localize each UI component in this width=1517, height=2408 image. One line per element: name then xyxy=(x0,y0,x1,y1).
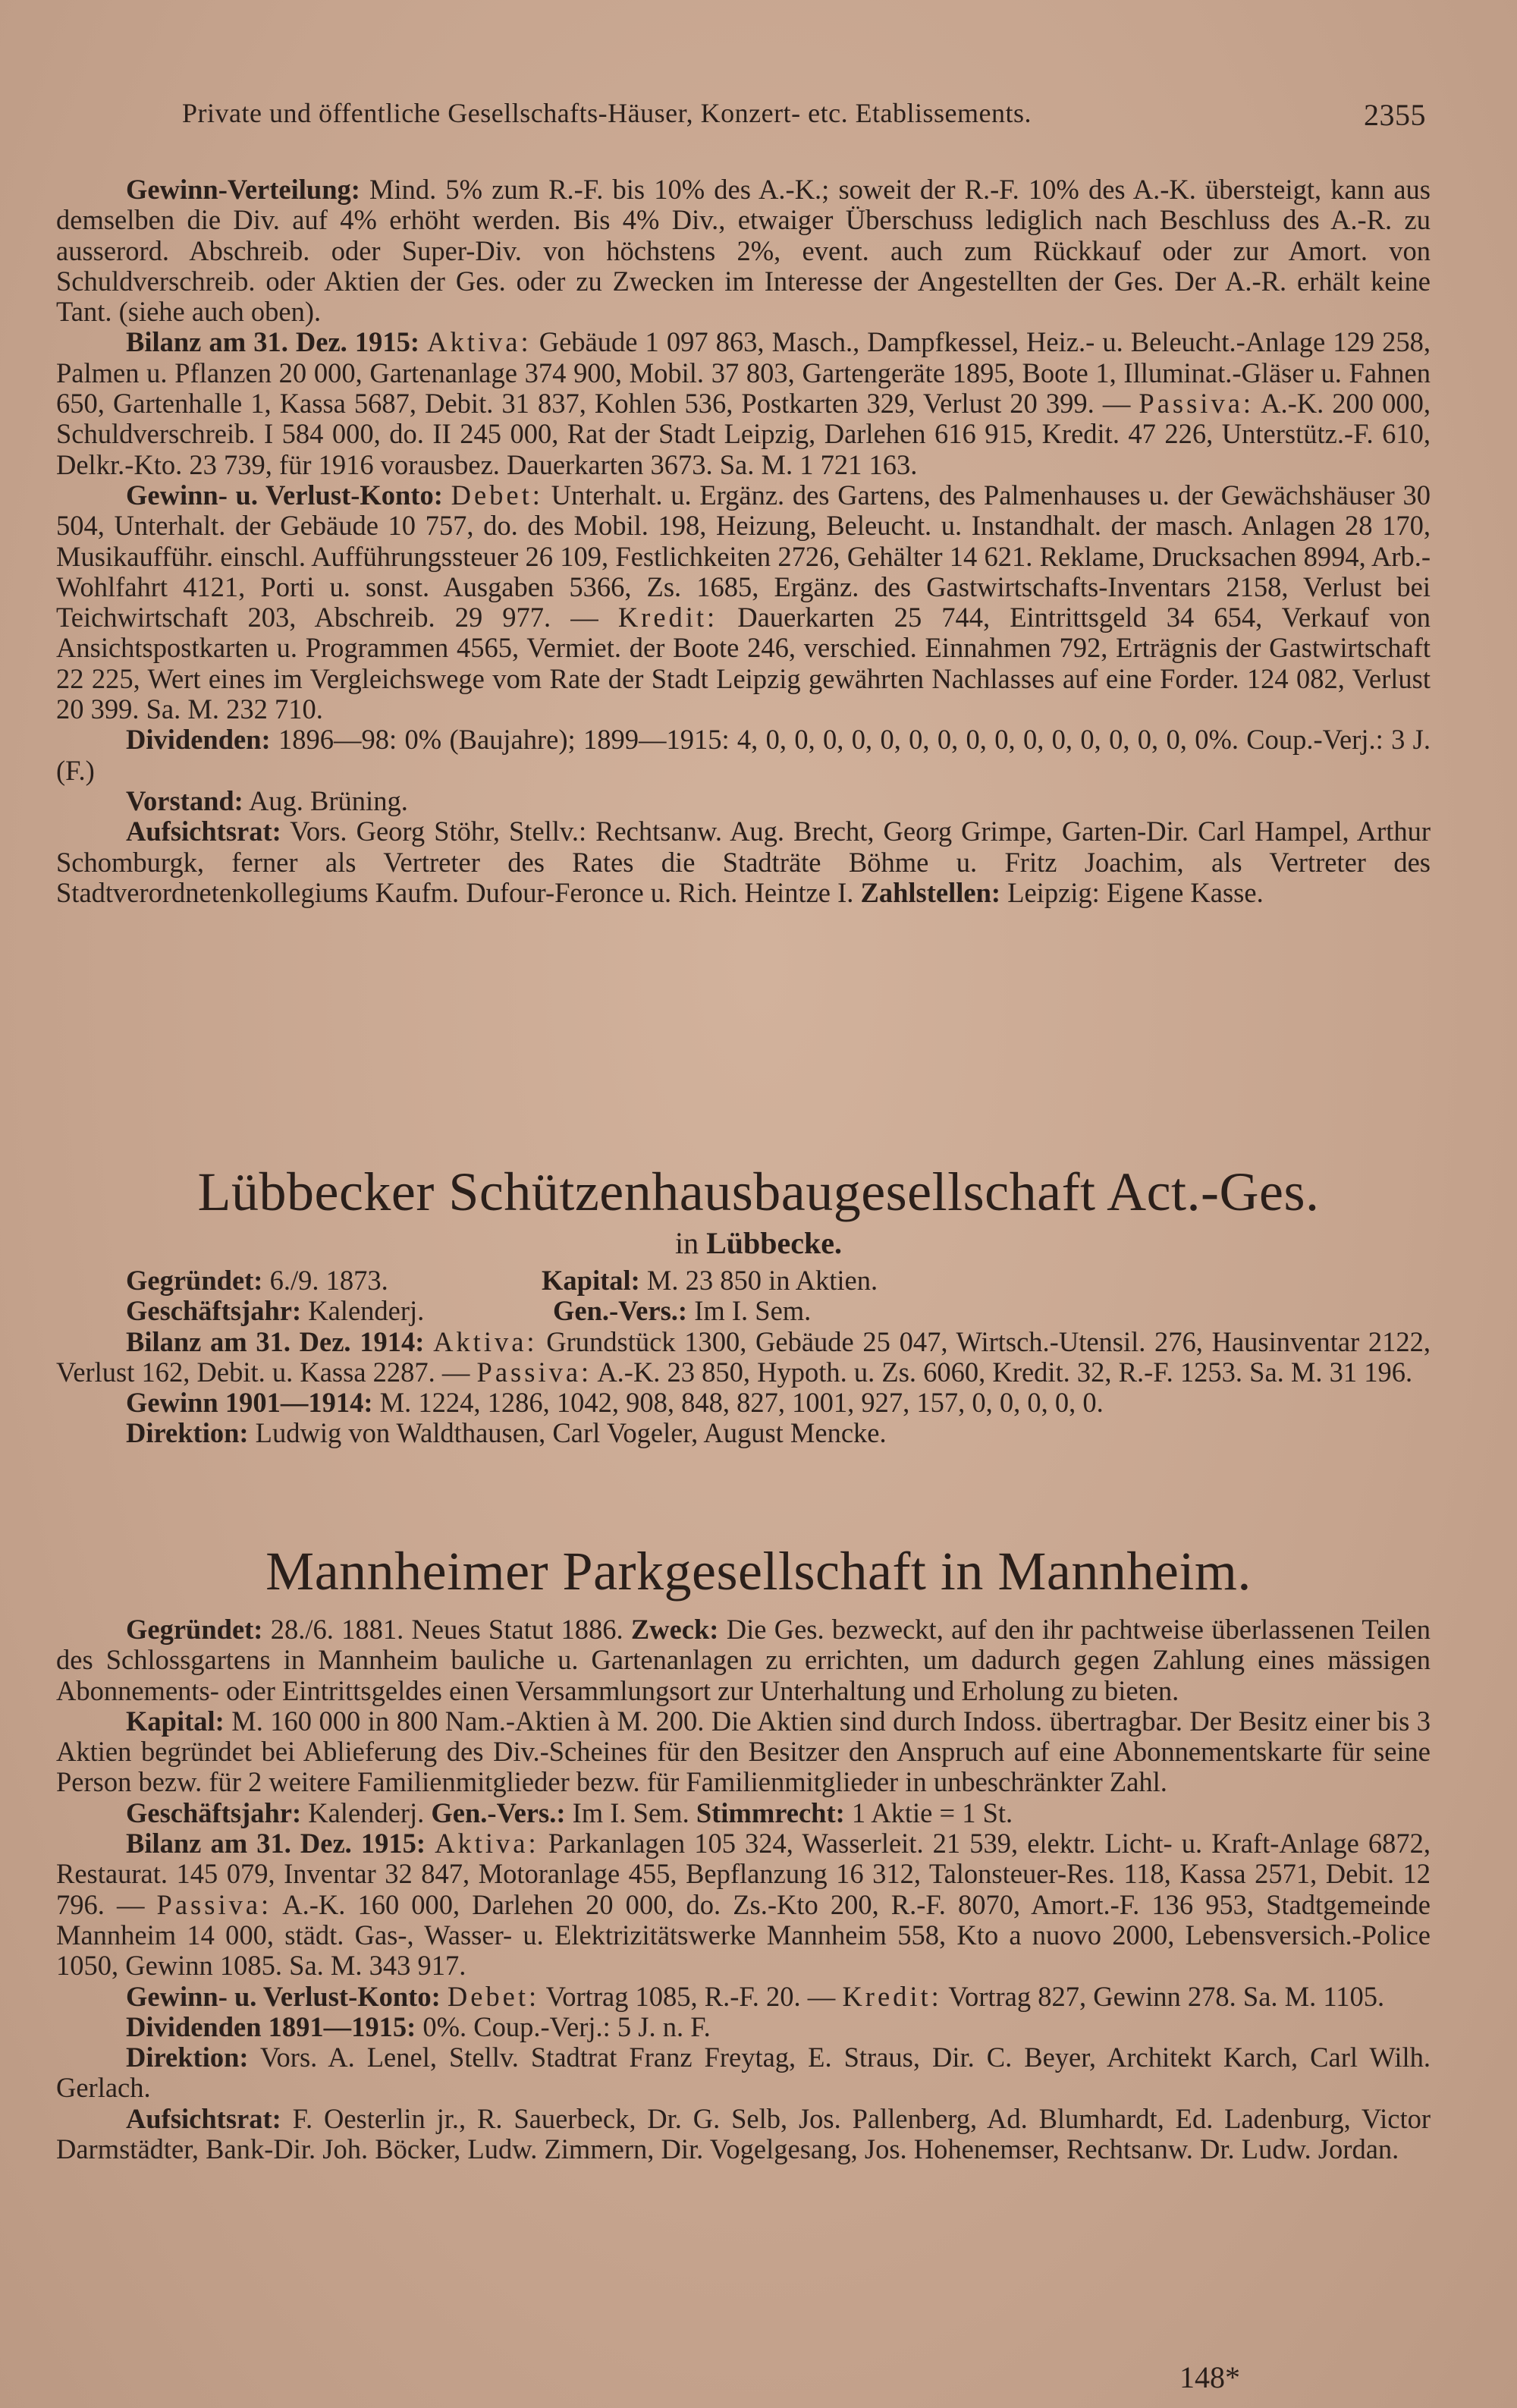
company-subtitle-luebbecke xyxy=(0,1225,1517,1261)
field-text: Aug. Brüning. xyxy=(243,784,408,816)
dividenden xyxy=(56,725,1431,786)
field-text: Kalenderj. xyxy=(301,1797,432,1828)
kapital xyxy=(56,1706,1431,1798)
field-text: 0%. Coup.-Verj.: 5 J. n. F. xyxy=(416,2010,711,2042)
header-title: Private und öffentliche Gesellschafts-Häuser, Konzert- etc. Etablissements. xyxy=(182,98,1032,128)
field-text: 6./9. 1873. xyxy=(262,1265,388,1296)
company-title-mannheim: Mannheimer Parkgesellschaft in Mannheim. xyxy=(265,1541,1252,1602)
field-text: A.-K. 160 000, Darlehen 20 000, do. Zs.-Kto 200, R.-F. 8070, Amort.-F. 136 953, Stadtgemeinde Mannheim 14 000, städt. Gas-, Wasser- u. Elektrizitätswerke Mannheim 558, Kto a nuovo 2000, Lebensversich.-Police 1050, Gewinn 1085. Sa. M. 343 917. xyxy=(56,1888,1431,1982)
field-label: Stimmrecht: xyxy=(696,1797,845,1828)
field-label: Geschäftsjahr: xyxy=(126,1797,302,1828)
field-text: F. Oesterlin jr., R. Sauerbeck, Dr. G. Selb, Jos. Pallenberg, Ad. Blumhardt, Ed. Ladenburg, Victor Darmstädter, Bank-Dir. Joh. Böcker, Ludw. Zimmern, Dir. Vogelgesang, Jos. Hohenemser, Rechtsanw. Dr. Ludw. Jordan. xyxy=(56,2102,1431,2165)
field-text: Grundstück 1300, Gebäude 25 047, Wirtsch.-Utensil. 276, Hausinventar 2122, Verlust 162, Debit. u. Kassa 2287. — xyxy=(56,1325,1431,1388)
field-text: Leipzig: Eigene Kasse. xyxy=(1000,876,1264,908)
field-text: M. 23 850 in Aktien. xyxy=(639,1265,878,1296)
page-number: 2355 xyxy=(1364,98,1426,132)
aktiva-label: Aktiva: xyxy=(435,1828,539,1859)
aufsichtsrat xyxy=(56,2104,1431,2165)
field-text: M. 1224, 1286, 1042, 908, 848, 827, 1001, 927, 157, 0, 0, 0, 0, 0. xyxy=(372,1387,1104,1419)
field-label: Kapital: xyxy=(542,1265,640,1296)
field-label: Zweck: xyxy=(630,1614,719,1645)
field-label: Gewinn- u. Verlust-Konto: xyxy=(126,479,443,511)
direktion xyxy=(56,2042,1431,2104)
subtitle-city: Lübbecke. xyxy=(706,1226,843,1260)
vorstand xyxy=(56,786,1431,816)
field-text: Unterhalt. u. Ergänz. des Gartens, des Palmenhauses u. der Gewächshäuser 30 504, Unterhalt. der Gebäude 10 757, do. des Mobil. 198, Heizung, Beleucht. u. Instandhalt. der masch. Anlagen 28 170, Musikaufführ. einschl. Aufführungssteuer 26 109, Festlichkeiten 2726, Gehälter 14 621. Reklame, Drucksachen 8994, Arb.-Wohlfahrt 4121, Porti u. sonst. Ausgaben 5366, Zs. 1685, Ergänz. des Gastwirtschafts-Inventars 2158, Verlust bei Teichwirtschaft 203, Abschreib. 29 977. — xyxy=(56,479,1431,633)
field-text: A.-K. 23 850, Hypoth. u. Zs. 6060, Kredit. 32, R.-F. 1253. Sa. M. 31 196. xyxy=(592,1356,1413,1388)
gegruendet xyxy=(56,1614,1431,1706)
field-text: Vortrag 827, Gewinn 278. Sa. M. 1105. xyxy=(941,1980,1385,2012)
gegruendet xyxy=(126,1265,388,1296)
field-text: Dauerkarten 25 744, Eintrittsgeld 34 654, Verkauf von Ansichtspostkarten u. Programmen 4565, Vermiet. der Boote 246, verschied. Einnahmen 792, Erträgnis der Gastwirtschaft 22 225, Wert eines im Vergleichswege vom Rate der Stadt Leipzig gewährten Nachlasses auf eine Forder. 124 082, Verlust 20 399. Sa. M. 232 710. xyxy=(56,602,1431,725)
mannheim-entry xyxy=(56,1614,1431,2164)
field-label: Aufsichtsrat: xyxy=(126,2102,281,2134)
direktion xyxy=(56,1418,1431,1448)
passiva-label: Passiva: xyxy=(476,1356,592,1388)
field-text: 1896—98: 0% (Baujahre); 1899—1915: 4, 0, 0, 0, 0, 0, 0, 0, 0, 0, 0, 0, 0, 0, 0, 0, 0%. Coup.-Verj.: 3 J. (F.) xyxy=(56,724,1431,786)
field-label: Dividenden 1891—1915: xyxy=(126,2010,416,2042)
kredit-label: Kredit: xyxy=(842,1980,942,2012)
field-label: Gewinn-Verteilung: xyxy=(126,174,360,205)
field-text: Vors. A. Lenel, Stellv. Stadtrat Franz Freytag, E. Straus, Dir. C. Beyer, Architekt Karch, Carl Wilh. Gerlach. xyxy=(56,2042,1431,2104)
passiva-label: Passiva: xyxy=(156,1888,272,1920)
dividenden xyxy=(56,2012,1431,2042)
field-label: Gegründet: xyxy=(126,1614,263,1645)
genvers xyxy=(553,1296,811,1326)
geschaeftsjahr-genvers-row xyxy=(56,1296,1431,1326)
geschaeftsjahr xyxy=(126,1295,424,1326)
field-text: Kalenderj. xyxy=(301,1295,425,1327)
field-text: Vortrag 1085, R.-F. 20. — xyxy=(539,1980,843,2012)
field-text: A.-K. 200 000, Schuldverschreib. I 584 000, do. II 245 000, Rat der Stadt Leipzig, Darlehen 616 915, Kredit. 47 226, Unterstütz.-F. 610, Delkr.-Kto. 23 739, für 1916 vorausbez. Dauerkarten 3673. Sa. M. 1 721 163. xyxy=(56,388,1431,480)
gewinn-verlust-konto xyxy=(56,1982,1431,2012)
debet-label: Debet: xyxy=(451,479,543,511)
geschaeftsjahr xyxy=(56,1798,1431,1828)
field-label: Dividenden: xyxy=(126,724,271,756)
gewinn xyxy=(56,1388,1431,1418)
kredit-label: Kredit: xyxy=(617,602,718,633)
field-text: 28./6. 1881. Neues Statut 1886. xyxy=(262,1614,631,1645)
luebbecke-entry xyxy=(56,1265,1431,1449)
aufsichtsrat xyxy=(56,816,1431,908)
field-label: Direktion: xyxy=(126,1417,249,1449)
field-label: Kapital: xyxy=(126,1705,225,1737)
field-label: Gen.-Vers.: xyxy=(553,1295,688,1327)
gewinn-verteilung xyxy=(56,174,1431,327)
field-label: Vorstand: xyxy=(126,784,243,816)
bilanz xyxy=(56,327,1431,479)
field-label: Gen.-Vers.: xyxy=(431,1797,566,1828)
field-text: Im I. Sem. xyxy=(687,1295,812,1327)
field-text: Vors. Georg Stöhr, Stellv.: Rechtsanw. Aug. Brecht, Georg Grimpe, Garten-Dir. Carl Hampel, Arthur Schomburgk, ferner als Vertreter des Rates die Stadträte Böhme u. Fritz Joachim, als Vertreter des Stadtverordnetenkollegiums Kaufm. Dufour-Feronce u. Rich. Heintze I. xyxy=(56,816,1431,908)
field-label: Zahlstellen: xyxy=(860,876,1001,908)
field-label: Direktion: xyxy=(126,2042,249,2073)
field-text: Im I. Sem. xyxy=(565,1797,696,1828)
field-label: Bilanz am 31. Dez. 1914: xyxy=(126,1325,425,1357)
aktiva-label: Aktiva: xyxy=(433,1325,538,1357)
field-text: Ludwig von Waldthausen, Carl Vogeler, August Mencke. xyxy=(248,1417,887,1449)
passiva-label: Passiva: xyxy=(1139,388,1255,420)
field-text: Die Ges. bezweckt, auf den ihr pachtweise überlassenen Teilen des Schlossgartens in Mannheim bauliche u. Gartenanlagen zu errichten, um dadurch gegen Zahlung eines mässigen Abonnements- oder Eintrittsgeldes einen Versammlungsort zur Unterhaltung und Erholung zu bieten. xyxy=(56,1614,1431,1706)
running-header xyxy=(182,97,1426,132)
field-text: 1 Aktie = 1 St. xyxy=(844,1797,1013,1828)
field-text: Gebäude 1 097 863, Masch., Dampfkessel, Heiz.- u. Beleucht.-Anlage 129 258, Palmen u. Pflanzen 20 000, Gartenanlage 374 900, Mobil. 37 803, Gartengeräte 1895, Boote 1, Illuminat.-Gläser u. Fahnen 650, Gartenhalle 1, Kassa 5687, Debit. 31 837, Kohlen 536, Postkarten 329, Verlust 20 399. — xyxy=(56,326,1431,420)
field-text: Mind. 5% zum R.-F. bis 10% des A.-K.; soweit der R.-F. 10% des A.-K. übersteigt, kann aus demselben die Div. auf 4% erhöht werden. Bis 4% Div., etwaiger Überschuss lediglich nach Beschluss des A.-R. zu ausserord. Abschreib. oder Super-Div. von höchstens 2%, event. auch zum Rückkauf oder zur Amort. von Schuldverschreib. oder Aktien der Ges. oder zu Zwecken im Interesse der Angestellten der Ges. Der A.-R. erhält keine Tant. (siehe auch oben). xyxy=(56,174,1431,328)
debet-label: Debet: xyxy=(447,1980,540,2012)
signature-mark: 148* xyxy=(1179,2360,1240,2394)
field-label: Geschäftsjahr: xyxy=(126,1295,302,1327)
aktiva-label: Aktiva: xyxy=(427,326,532,358)
field-label: Gewinn- u. Verlust-Konto: xyxy=(126,1980,441,2012)
field-text: M. 160 000 in 800 Nam.-Aktien à M. 200. Die Aktien sind durch Indoss. übertragbar. Der Besitz einer bis 3 Aktien begründet bei Ablieferung des Div.-Scheines für den Besitzer den Anspruch auf eine Abonnementskarte für seine Person bezw. für 2 weitere Familienmitglieder bezw. für Familienmitglieder in unbeschränkter Zahl. xyxy=(56,1705,1431,1798)
gewinn-verlust-konto xyxy=(56,480,1431,725)
gegruendet-kapital-row xyxy=(56,1265,1431,1296)
field-label: Bilanz am 31. Dez. 1915: xyxy=(126,326,420,358)
continued-entry xyxy=(56,174,1431,908)
company-title-luebbecke: Lübbecker Schützenhausbaugesellschaft Act.-Ges. xyxy=(197,1162,1320,1222)
field-label: Bilanz am 31. Dez. 1915: xyxy=(126,1828,426,1859)
field-label: Gewinn 1901—1914: xyxy=(126,1387,373,1419)
field-label: Gegründet: xyxy=(126,1265,263,1296)
bilanz xyxy=(56,1828,1431,1981)
kapital xyxy=(542,1265,878,1296)
bilanz xyxy=(56,1327,1431,1388)
field-text: Parkanlagen 105 324, Wasserleit. 21 539, elektr. Licht- u. Kraft-Anlage 6872, Restaurat. 145 079, Inventar 32 847, Motoranlage 455, Bepflanzung 16 312, Talonsteuer-Res. 118, Kassa 2571, Debit. 12 796. — xyxy=(56,1828,1431,1920)
subtitle-in: in xyxy=(674,1226,699,1260)
field-label: Aufsichtsrat: xyxy=(126,816,281,847)
